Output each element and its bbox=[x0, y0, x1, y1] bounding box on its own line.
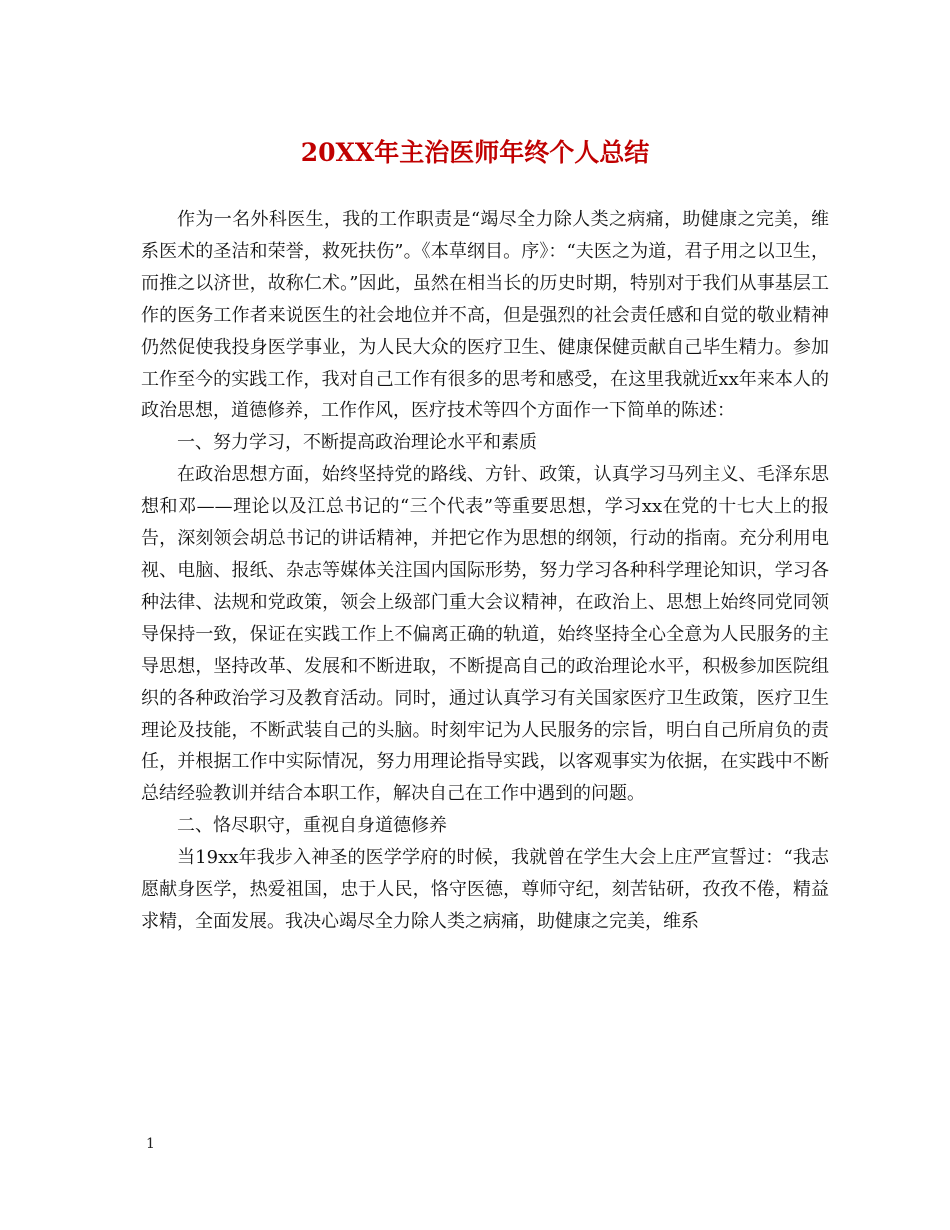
paragraph-intro: 作为一名外科医生，我的工作职责是“竭尽全力除人类之病痛，助健康之完美，维系医术的圣洁和荣誉，救死扶伤”。《本草纲目。序》：“夫医之为道，君子用之以卫生，而推之以济世，故称仁术。”因此，虽然在相当长的历史时期，特别对于我们从事基层工作的医务工作者来说医生的社会地位并不高，但是强烈的社会责任感和自觉的敬业精神仍然促使我投身医学事业，为人民大众的医疗卫生、健康保健贡献自己毕生精力。参加工作至今的实践工作，我对自己工作有很多的思考和感受，在这里我就近xx年来本人的政治思想，道德修养，工作作风，医疗技术等四个方面作一下简单的陈述： bbox=[141, 209, 829, 422]
section-heading-1: 一、努力学习，不断提高政治理论水平和素质 bbox=[177, 432, 537, 454]
section-heading-2: 二、恪尽职守，重视自身道德修养 bbox=[177, 815, 447, 837]
document-title: 20XX年主治医师年终个人总结 bbox=[300, 138, 650, 167]
paragraph-section-1: 在政治思想方面，始终坚持党的路线、方针、政策，认真学习马列主义、毛泽东思想和邓——理论以及江总书记的“三个代表”等重要思想，学习xx在党的十七大上的报告，深刻领会胡总书记的讲话精神，并把它作为思想的纲领，行动的指南。充分利用电视、电脑、报纸、杂志等媒体关注国内国际形势，努力学习各种科学理论知识，学习各种法律、法规和党政策，领会上级部门重大会议精神，在政治上、思想上始终同党同领导保持一致，保证在实践工作上不偏离正确的轨道，始终坚持全心全意为人民服务的主导思想，坚持改革、发展和不断进取，不断提高自己的政治理论水平，积极参加医院组织的各种政治学习及教育活动。同时，通过认真学习有关国家医疗卫生政策，医疗卫生理论及技能，不断武装自己的头脑。时刻牢记为人民服务的宗旨，明白自己所肩负的责任，并根据工作中实际情况，努力用理论指导实践，以客观事实为依据，在实践中不断总结经验教训并结合本职工作，解决自己在工作中遇到的问题。 bbox=[141, 464, 829, 805]
document-body bbox=[141, 204, 829, 938]
paragraph-section-2: 当19xx年我步入神圣的医学学府的时候，我就曾在学生大会上庄严宣誓过：“我志愿献身医学，热爱祖国，忠于人民，恪守医德，尊师守纪，刻苦钻研，孜孜不倦，精益求精，全面发展。我决心竭尽全力除人类之病痛，助健康之完美，维系 bbox=[141, 847, 829, 932]
page-number: 1 bbox=[146, 1136, 155, 1152]
